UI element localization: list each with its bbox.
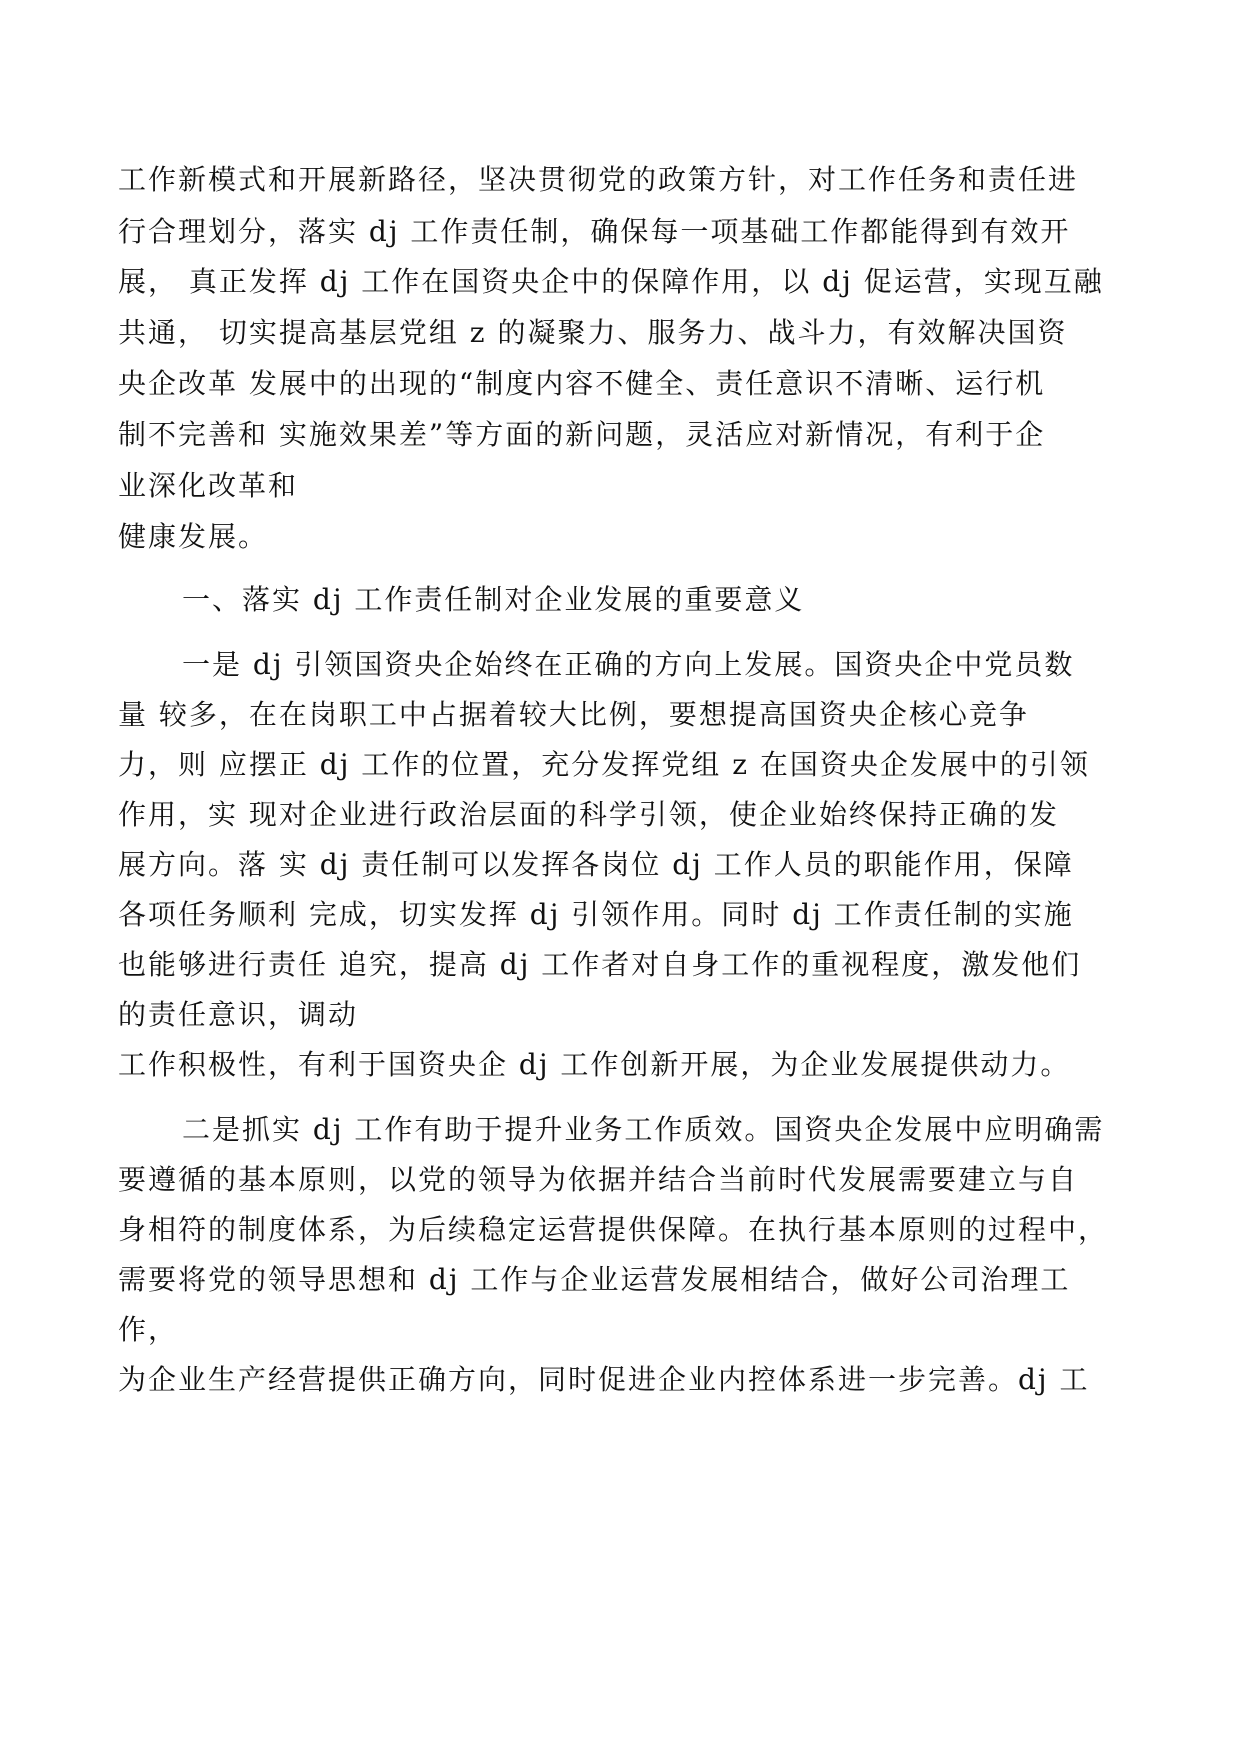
text-line: 要遵循的基本原则，以党的领导为依据并结合当前时代发展需要建立与自 xyxy=(118,1163,1079,1196)
text-line: 共通， 切实提高基层党组 z 的凝聚力、服务力、战斗力，有效解决国资 xyxy=(118,316,1068,349)
text-line: 业深化改革和 xyxy=(118,469,299,502)
text-line: 展方向。落 实 dj 责任制可以发挥各岗位 dj 工作人员的职能作用，保障 xyxy=(118,848,1074,881)
text-line: 也能够进行责任 追究，提高 dj 工作者对自身工作的重视程度，激发他们 xyxy=(118,948,1082,981)
text-line: 作用，实 现对企业进行政治层面的科学引领，使企业始终保持正确的发 xyxy=(118,798,1059,831)
text-line: 量 较多，在在岗职工中占据着较大比例，要想提高国资央企核心竞争 xyxy=(118,698,1029,731)
text-line: 展， 真正发挥 dj 工作在国资央企中的保障作用，以 dj 促运营，实现互融 xyxy=(118,265,1104,298)
text-line: 行合理划分，落实 dj 工作责任制，确保每一项基础工作都能得到有效开 xyxy=(118,215,1071,248)
text-line: 需要将党的领导思想和 dj 工作与企业运营发展相结合，做好公司治理工 xyxy=(118,1263,1071,1296)
text-line: 制不完善和 实施效果差”等方面的新问题，灵活应对新情况，有利于企 xyxy=(118,418,1046,451)
text-line: 工作新模式和开展新路径，坚决贯彻党的政策方针，对工作任务和责任进 xyxy=(118,163,1079,196)
text-line: 的责任意识，调动 xyxy=(118,998,359,1031)
text-line: 作， xyxy=(118,1313,179,1346)
text-line: 身相符的制度体系，为后续稳定运营提供保障。在执行基本原则的过程中， xyxy=(118,1213,1109,1246)
text-line: 各项任务顺利 完成，切实发挥 dj 引领作用。同时 dj 工作责任制的实施 xyxy=(118,898,1074,931)
text-line: 工作积极性，有利于国资央企 dj 工作创新开展，为企业发展提供动力。 xyxy=(118,1048,1071,1081)
paragraph-first-line: 一是 dj 引领国资央企始终在正确的方向上发展。国资央企中党员数 xyxy=(182,648,1075,681)
text-line: 为企业生产经营提供正确方向，同时促进企业内控体系进一步完善。dj 工 xyxy=(118,1363,1090,1396)
paragraph-first-line: 二是抓实 dj 工作有助于提升业务工作质效。国资央企发展中应明确需 xyxy=(182,1113,1105,1146)
text-line: 央企改革 发展中的出现的“制度内容不健全、责任意识不清晰、运行机 xyxy=(118,367,1046,400)
section-heading: 一、落实 dj 工作责任制对企业发展的重要意义 xyxy=(182,583,805,616)
text-line: 力，则 应摆正 dj 工作的位置，充分发挥党组 z 在国资央企发展中的引领 xyxy=(118,748,1090,781)
text-line: 健康发展。 xyxy=(118,520,269,553)
